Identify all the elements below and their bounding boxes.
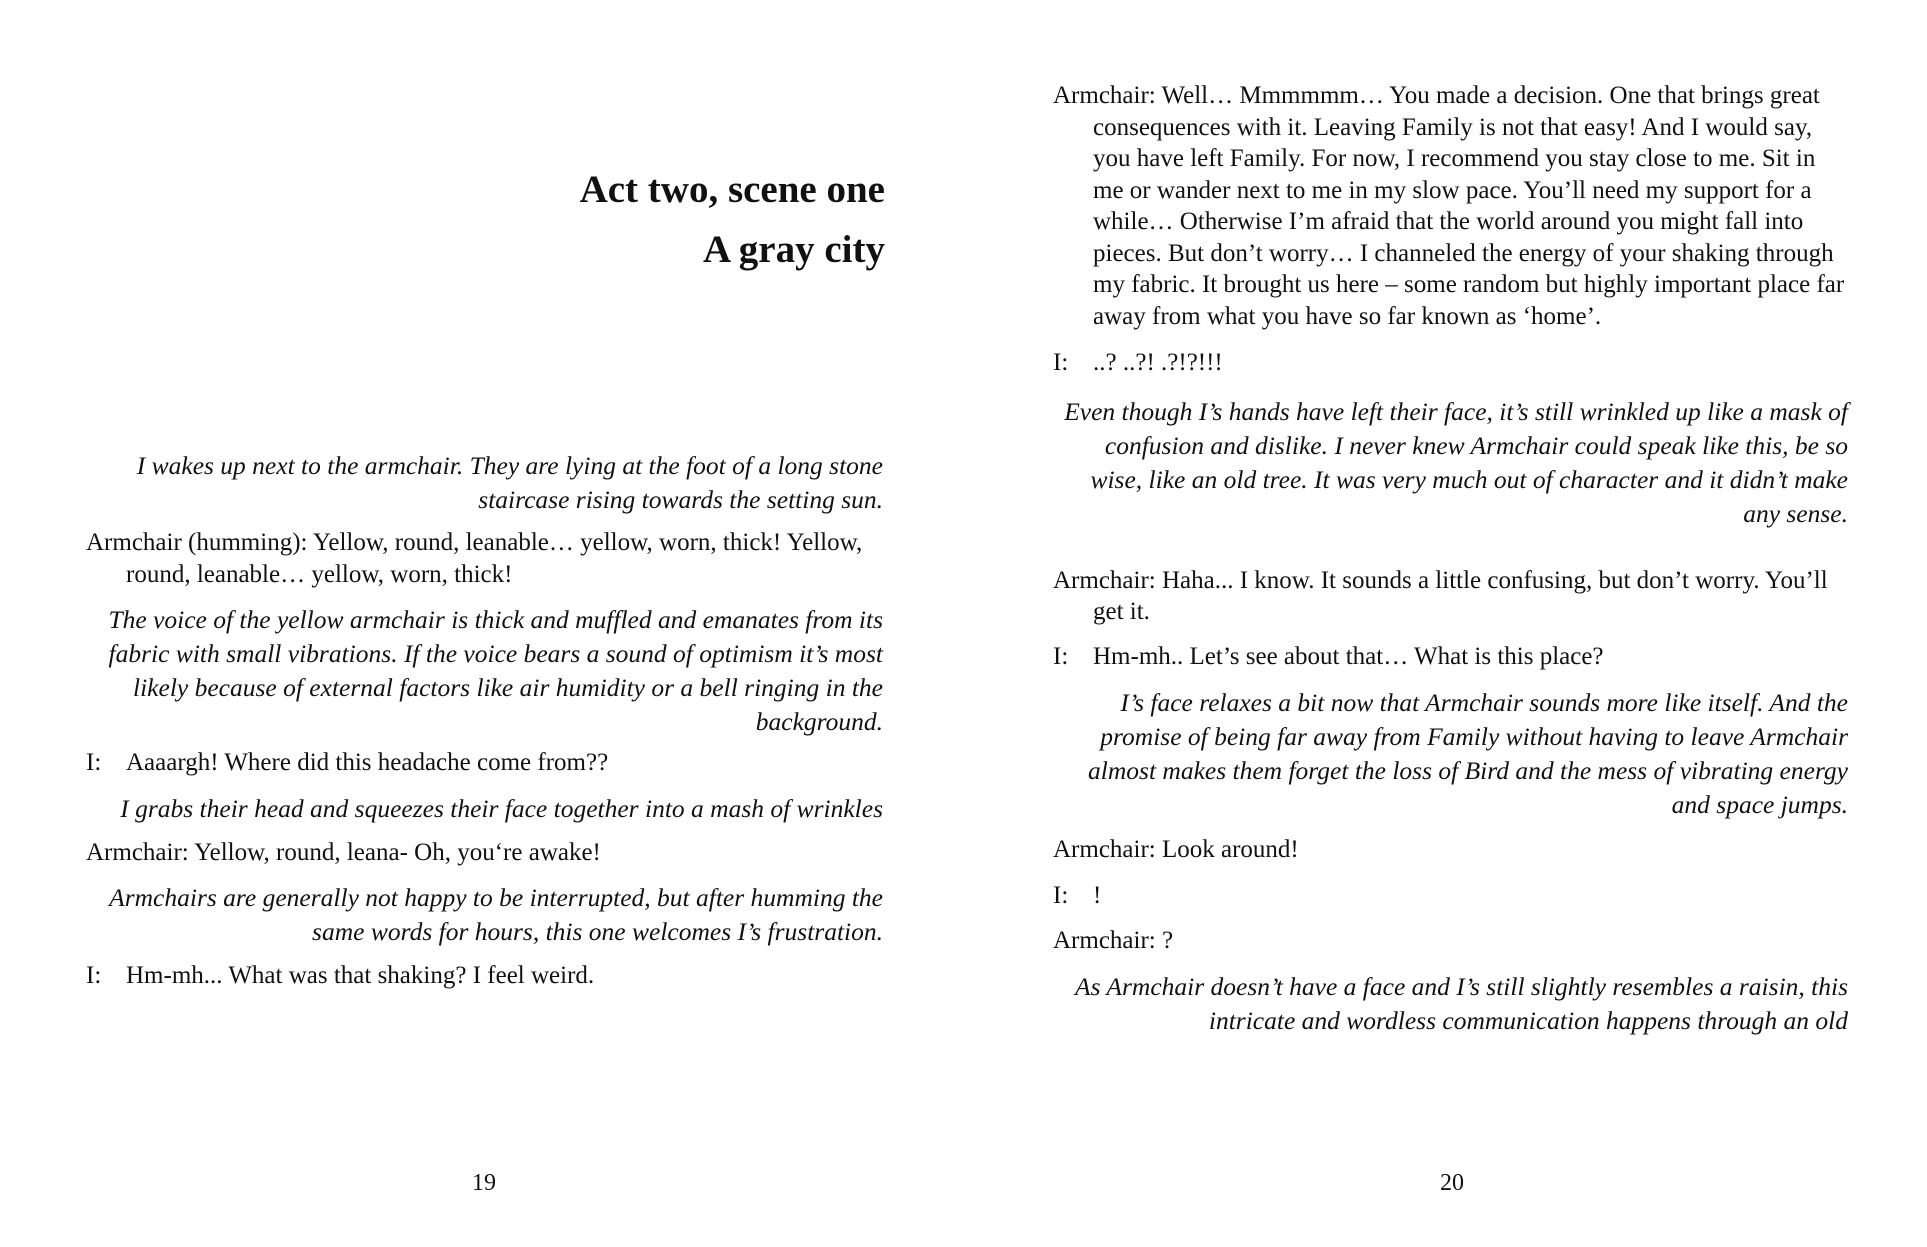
dialogue-line: [1053, 925, 1848, 957]
dialogue-text: Aaaargh! Where did this headache come from??: [126, 749, 609, 776]
speaker-label: I:: [1053, 642, 1069, 670]
speaker-label: Armchair:: [1053, 566, 1156, 594]
dialogue-text: Look around!: [1161, 836, 1299, 863]
dialogue-line: [1053, 880, 1848, 912]
dialogue-text: Hm-mh... What was that shaking? I feel weird.: [126, 962, 595, 989]
speaker-label: I:: [1053, 349, 1069, 376]
dialogue-line: [86, 527, 883, 590]
stage-direction: As Armchair doesn’t have a face and I’s still slightly resembles a raisin, this intricate and wordless communication happens through an old: [1075, 971, 1848, 1035]
stage-direction: I grabs their head and squeezes their face together into a mash of wrinkles: [120, 793, 883, 823]
dialogue-line: [86, 960, 883, 992]
speaker-label: Armchair:: [86, 838, 189, 866]
dialogue-text: Haha... I know. It sounds a little confusing, but don’t worry. You’ll get it.: [1093, 566, 1828, 625]
dialogue-text: Yellow, round, leana- Oh, you‘re awake!: [194, 838, 601, 866]
scene-title: A gray city: [703, 228, 885, 271]
speaker-label: Armchair:: [1053, 836, 1156, 863]
speaker-label: I:: [86, 962, 102, 989]
dialogue-text: ..? ..?! .?!?!!!: [1093, 349, 1223, 376]
dialogue-line: [86, 837, 883, 869]
stage-direction: The voice of the yellow armchair is thick and muffled and emanates from its fabric with small vibrations. If the voice bears a sound of optimism it’s most likely because of external factors like air humidity or a bell ringing in the background.: [108, 605, 883, 736]
page-number: 19: [472, 1170, 496, 1196]
dialogue-text: Hm-mh.. Let’s see about that… What is this place?: [1093, 642, 1604, 670]
dialogue-text: !: [1093, 881, 1102, 909]
stage-direction: Armchairs are generally not happy to be interrupted, but after humming the same words for hours, this one welcomes I’s frustration.: [109, 883, 883, 946]
dialogue-line: [86, 747, 883, 779]
stage-direction: Even though I’s hands have left their face, it’s still wrinkled up like a mask of confusion and dislike. I never knew Armchair could speak like this, be so wise, like an old tree. It was very much out of character and it didn’t make any sense.: [1064, 396, 1848, 528]
dialogue-text: Well… Mmmmmm… You made a decision. One that brings great consequences with it. Leaving Family is not that easy! And I would say, you have left Family. For now, I recommend you stay close to me. Sit in me or wander next to me in my slow pace. You’ll need my support for a while… Otherwise I’m afraid that the world around you might fall into pieces. But don’t worry… I channeled the energy of your shaking through my fabric. It brought us here – some random but highly important place far away from what you have so far known as ‘home’.: [1093, 82, 1845, 330]
dialogue-text: ?: [1161, 927, 1174, 954]
act-title: Act two, scene one: [579, 168, 885, 211]
speaker-label: Armchair (humming):: [86, 529, 308, 556]
dialogue-line: [1053, 80, 1848, 332]
speaker-label: Armchair:: [1053, 927, 1156, 954]
dialogue-line: [1053, 565, 1848, 628]
stage-direction: I wakes up next to the armchair. They are lying at the foot of a long stone staircase rising towards the setting sun.: [136, 451, 883, 514]
right-page: [963, 0, 1927, 1247]
page-number: 20: [1440, 1170, 1464, 1196]
scene-heading: [285, 160, 885, 280]
dialogue-line: [1053, 347, 1848, 379]
dialogue-line: [1053, 834, 1848, 866]
speaker-label: Armchair:: [1053, 82, 1156, 109]
dialogue-text: Yellow, round, leanable… yellow, worn, thick! Yellow, round, leanable… yellow, worn, thick!: [126, 529, 863, 588]
speaker-label: I:: [1053, 881, 1069, 909]
left-page-text: [86, 449, 883, 992]
speaker-label: I:: [86, 749, 102, 776]
right-page-text: [1053, 80, 1848, 1038]
left-page: [0, 0, 963, 1247]
dialogue-line: [1053, 641, 1848, 673]
stage-direction: I’s face relaxes a bit now that Armchair sounds more like itself. And the promise of being far away from Family without having to leave Armchair almost makes them forget the loss of Bird and the mess of vibrating energy and space jumps.: [1088, 688, 1848, 819]
